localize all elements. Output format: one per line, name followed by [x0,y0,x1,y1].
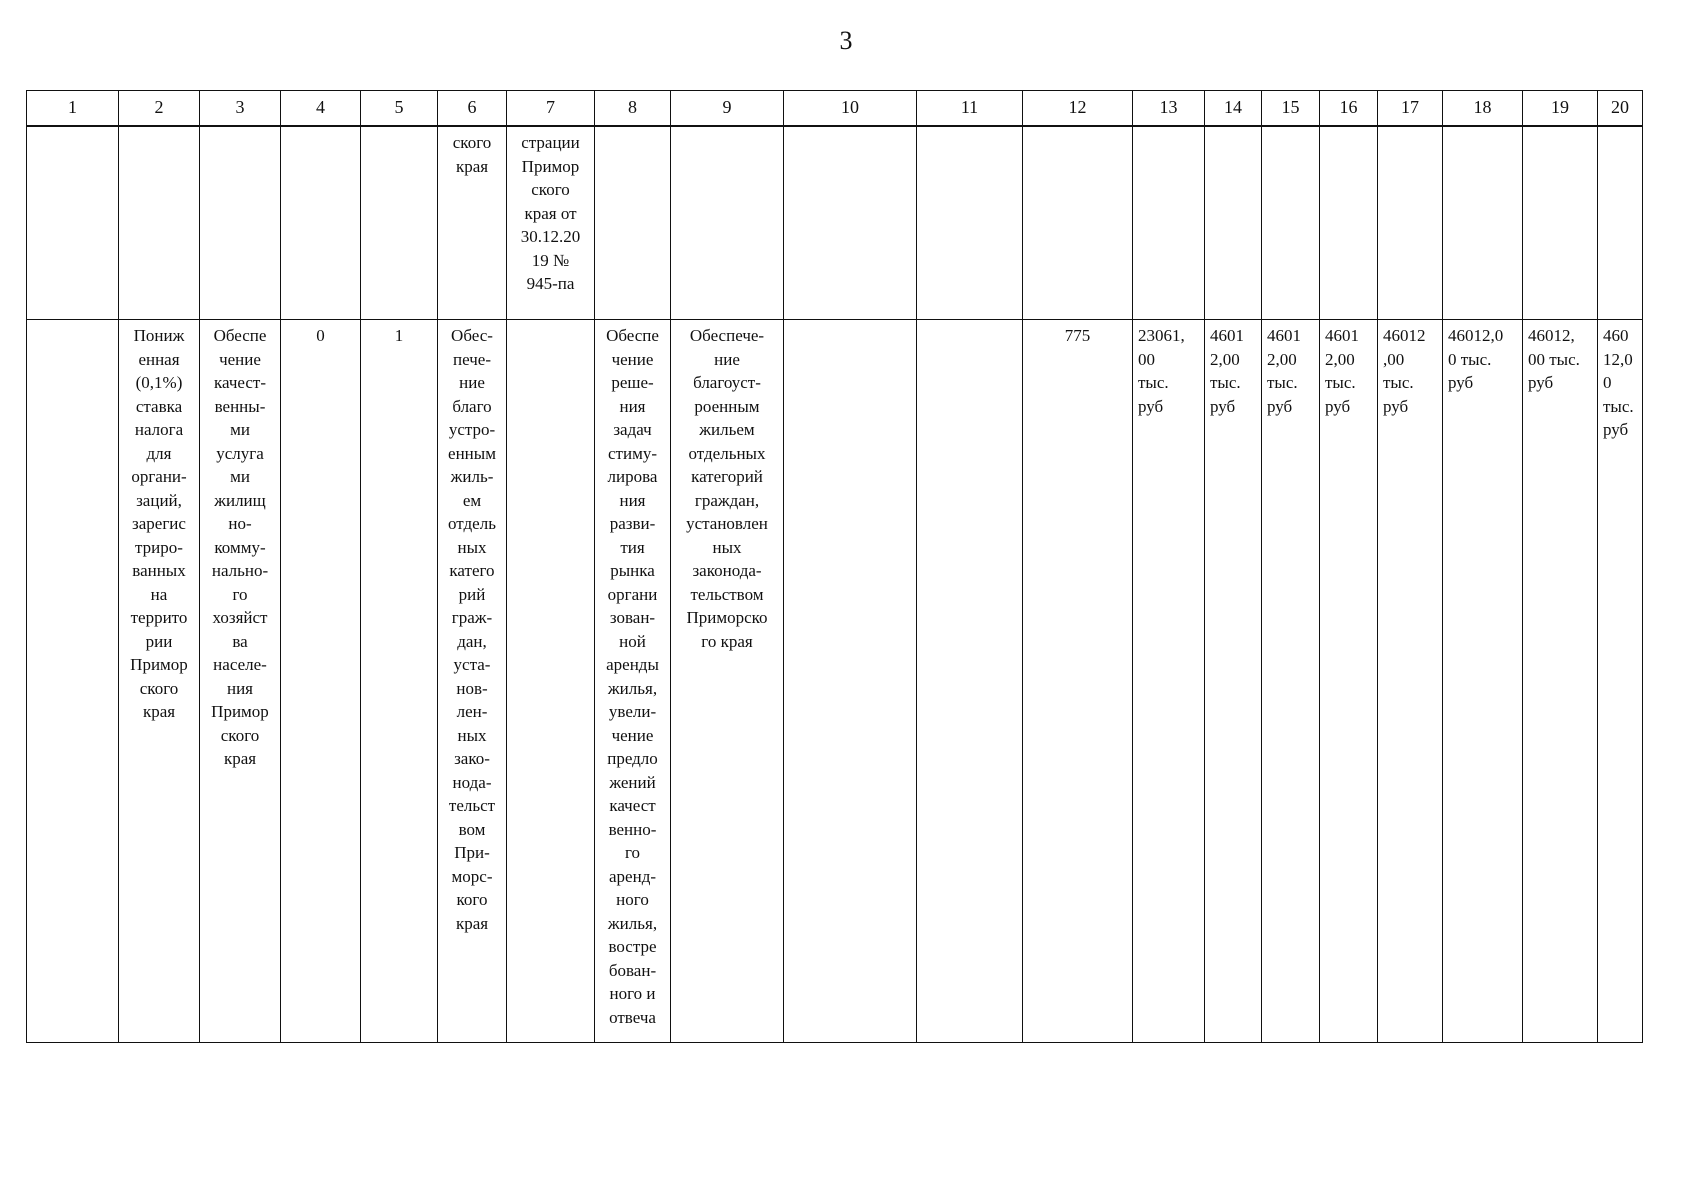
table-cell [1320,320,1378,1043]
table-cell [1023,320,1133,1043]
table-cell [1133,320,1205,1043]
cell-text: 23061, 00 тыс. руб [1138,326,1185,416]
table-cell [1598,126,1643,320]
cell-text: Обеспе чение качест- венны- ми услуга ми жилищ но- комму- нально- го хозяйст ва населе- ния Примор ского края [211,326,269,768]
table-cell [507,126,595,320]
column-header: 17 [1378,91,1443,127]
column-header: 13 [1133,91,1205,127]
table-cell [361,126,438,320]
table-cell [281,126,361,320]
cell-text: 4601 2,00 тыс. руб [1325,326,1359,416]
column-header: 7 [507,91,595,127]
cell-text: Обеспе чение реше- ния задач стиму- лирова ния разви- тия рынка органи зован- ной аренды жилья, увели- чение предло жений качест венно- го аренд- ного жилья, востре бован- ного и отвеча [606,326,659,1027]
table-cell [27,320,119,1043]
cell-text: 775 [1064,326,1091,345]
column-header: 15 [1262,91,1320,127]
table-cell [1523,126,1598,320]
column-header: 10 [784,91,917,127]
cell-text: ского края [452,133,492,176]
table-cell [595,126,671,320]
table-row [27,126,1643,320]
table-cell [784,126,917,320]
table-cell [119,126,200,320]
table-cell [1262,126,1320,320]
table-cell [784,320,917,1043]
column-header: 5 [361,91,438,127]
table-cell [438,126,507,320]
table-cell [1205,126,1262,320]
table-cell [438,320,507,1043]
table-cell [917,126,1023,320]
column-header: 11 [917,91,1023,127]
table-cell [917,320,1023,1043]
cell-text: Обес- пече- ние благо устро- енным жиль- ем отдель ных катего рий граж- дан, уста- нов- лен- ных зако- нода- тельст вом При- морс- кого края [448,326,496,933]
cell-text: страции Примор ского края от 30.12.20 19 № 945-па [520,133,581,293]
column-header: 2 [119,91,200,127]
table-cell [1133,126,1205,320]
cell-text: 460 12,0 0 тыс. руб [1603,326,1634,439]
cell-text: Обеспече- ние благоуст- роенным жильем отдельных категорий граждан, установлен ных законода- тельством Приморско го края [686,326,768,651]
column-header: 19 [1523,91,1598,127]
data-table [26,90,1643,1043]
table-cell [1205,320,1262,1043]
table-cell [1598,320,1643,1043]
table-row [27,320,1643,1043]
table-cell [507,320,595,1043]
table-cell [1320,126,1378,320]
cell-text: 46012, 00 тыс. руб [1528,326,1580,392]
column-header: 12 [1023,91,1133,127]
table-cell [1262,320,1320,1043]
column-header: 20 [1598,91,1643,127]
column-header: 9 [671,91,784,127]
column-header: 1 [27,91,119,127]
table-cell [27,126,119,320]
cell-text: 4601 2,00 тыс. руб [1267,326,1301,416]
table-cell [200,320,281,1043]
table-cell [1378,320,1443,1043]
table-cell [1443,320,1523,1043]
table-cell [200,126,281,320]
column-header: 3 [200,91,281,127]
cell-text: 46012,0 0 тыс. руб [1448,326,1504,392]
table-cell [1378,126,1443,320]
cell-text: 46012 ,00 тыс. руб [1383,326,1426,416]
table-cell [281,320,361,1043]
cell-text: 0 [316,326,325,345]
column-header: 18 [1443,91,1523,127]
table-cell [361,320,438,1043]
table-cell [1523,320,1598,1043]
page-number: 3 [839,26,853,55]
column-header: 14 [1205,91,1262,127]
table-cell [671,320,784,1043]
table-cell [595,320,671,1043]
header-row [27,91,1643,127]
table-cell [1443,126,1523,320]
table-cell [671,126,784,320]
cell-text: Пониж енная (0,1%) ставка налога для органи- заций, зарегис триро- ванных на террито рии Примор ского края [130,326,188,721]
column-header: 6 [438,91,507,127]
column-header: 8 [595,91,671,127]
table-cell [1023,126,1133,320]
column-header: 4 [281,91,361,127]
cell-text: 1 [394,326,404,345]
column-header: 16 [1320,91,1378,127]
cell-text: 4601 2,00 тыс. руб [1210,326,1244,416]
table-cell [119,320,200,1043]
